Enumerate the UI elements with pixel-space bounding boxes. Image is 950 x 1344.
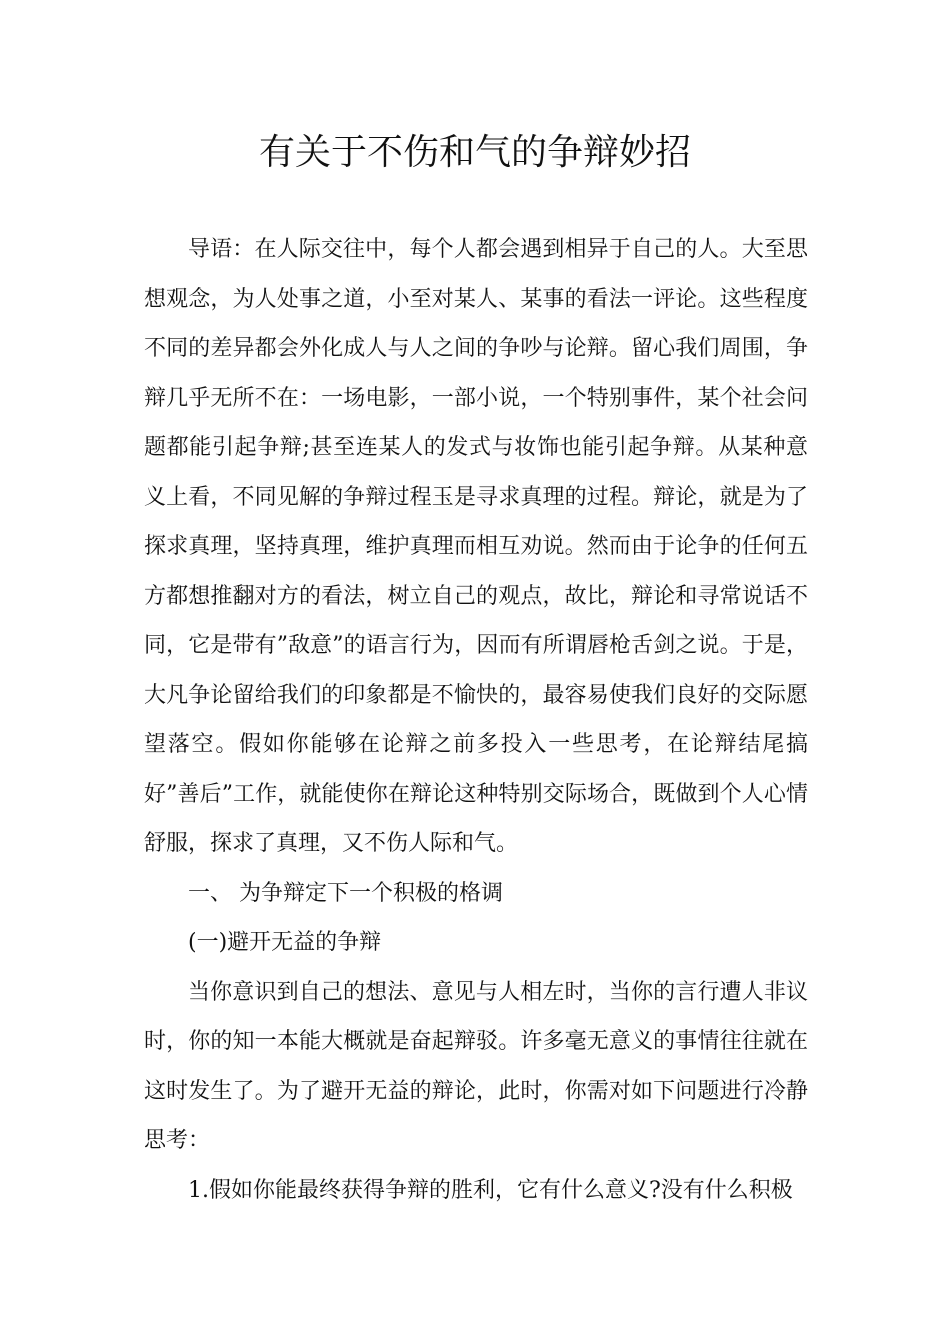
list-item: 1.假如你能最终获得争辩的胜利，它有什么意义?没有什么积极 [188, 1177, 793, 1203]
body-paragraph: 当你意识到自己的想法、意见与人相左时，当你的言行遭人非议时，你的知一本能大概就是奋起辩驳。许多毫无意义的事情往往就在这时发生了。为了避开无益的辩论，此时，你需对如下问题进行冷静思考： [144, 979, 808, 1153]
document-title: 有关于不伤和气的争辩妙招 [258, 132, 691, 173]
section-heading: 一、 为争辩定下一个积极的格调 [188, 880, 503, 906]
intro-paragraph: 导语：在人际交往中，每个人都会遇到相异于自己的人。大至思想观念，为人处事之道，小至对某人、某事的看法一评论。这些程度不同的差异都会外化成人与人之间的争吵与论辩。留心我们周围，争辩几乎无所不在：一场电影，一部小说，一个特别事件，某个社会问题都能引起争辩;甚至连某人的发式与妆饰也能引起争辩。从某种意义上看，不同见解的争辩过程玉是寻求真理的过程。辩论，就是为了探求真理，坚持真理，维护真理而相互劝说。然而由于论争的任何五方都想推翻对方的看法，树立自己的观点，故比，辩论和寻常说话不同，它是带有”敌意”的语言行为，因而有所谓唇枪舌剑之说。于是，大凡争论留给我们的印象都是不愉快的，最容易使我们良好的交际愿望落空。假如你能够在论辩之前多投入一些思考，在论辩结尾搞好”善后”工作，就能使你在辩论这种特别交际场合，既做到个人心情舒服，探求了真理，又不伤人际和气。 [144, 237, 808, 856]
subsection-heading: (一)避开无益的争辩 [188, 930, 382, 955]
document-body [144, 225, 808, 1215]
